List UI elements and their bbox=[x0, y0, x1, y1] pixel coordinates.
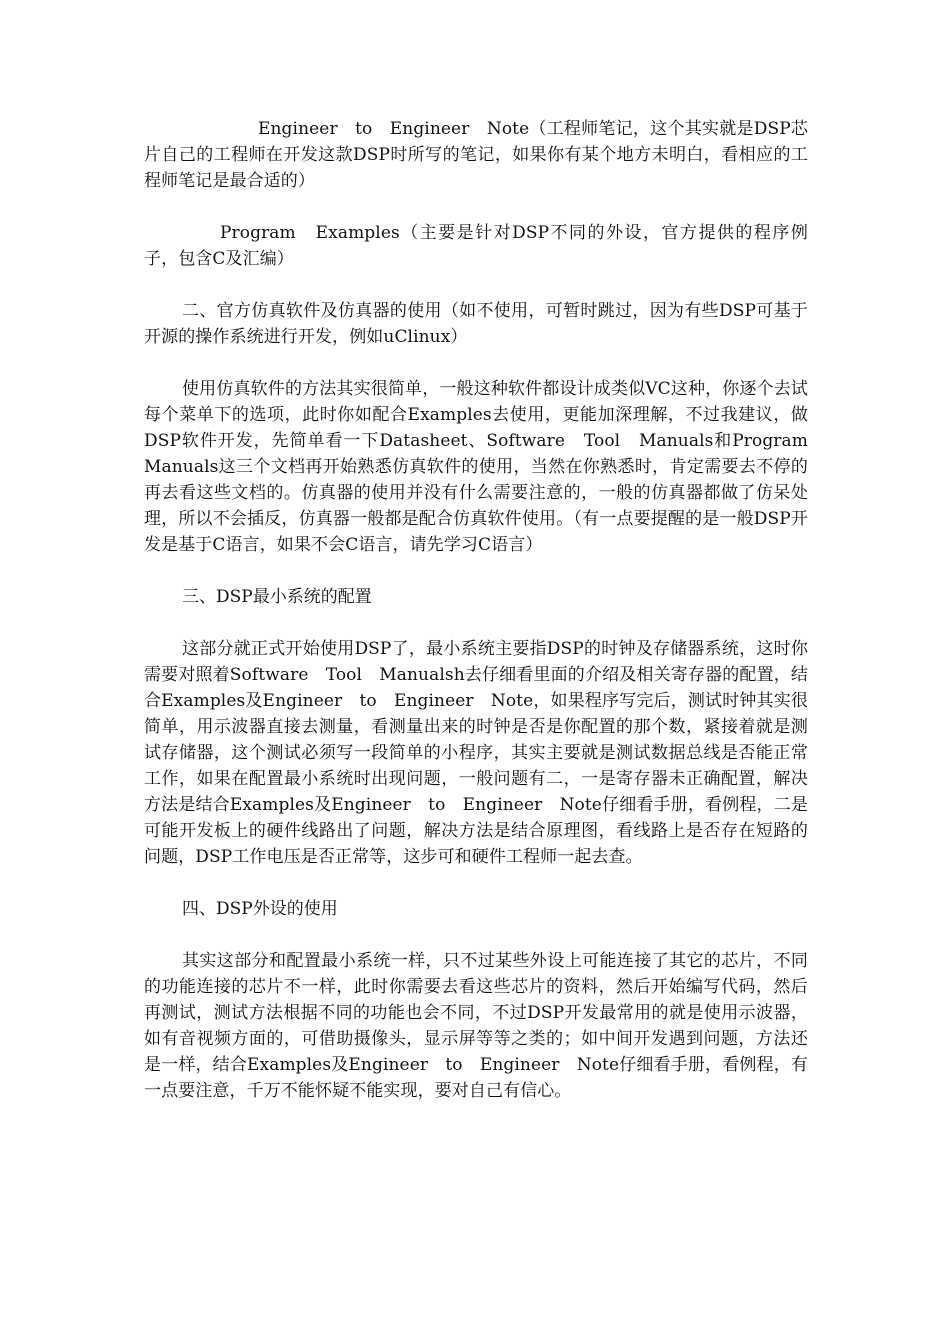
paragraph-peripherals: 其实这部分和配置最小系统一样，只不过某些外设上可能连接了其它的芯片，不同的功能连接的芯片不一样，此时你需要去看这些芯片的资料，然后开始编写代码，然后再测试，测试方法根据不同的功能也会不同，不过DSP开发最常用的就是使用示波器，如有音视频方面的，可借助摄像头，显示屏等等之类的；如中间开发遇到问题，方法还是一样，结合Examples及Engineer to Engineer Note仔细看手册，看例程，有一点要注意，千万不能怀疑不能实现，要对自己有信心。 bbox=[144, 951, 808, 1101]
paragraph-engineer-note: Engineer to Engineer Note（工程师笔记，这个其实就是DSP芯片自己的工程师在开发这款DSP时所写的笔记，如果你有某个地方未明白，看相应的工程师笔记是最合适的） bbox=[144, 119, 808, 191]
paragraph-section-two-intro: 二、官方仿真软件及仿真器的使用（如不使用，可暂时跳过，因为有些DSP可基于开源的操作系统进行开发，例如uClinux） bbox=[144, 301, 808, 347]
paragraph-simulation-software: 使用仿真软件的方法其实很简单，一般这种软件都设计成类似VC这种，你逐个去试每个菜单下的选项，此时你如配合Examples去使用，更能加深理解，不过我建议，做DSP软件开发，先简单看一下Datasheet、Software Tool Manuals和Program Manuals这三个文档再开始熟悉仿真软件的使用，当然在你熟悉时，肯定需要去不停的再去看这些文档的。仿真器的使用并没有什么需要注意的，一般的仿真器都做了仿呆处理，所以不会插反，仿真器一般都是配合仿真软件使用。（有一点要提醒的是一般DSP开发是基于C语言，如果不会C语言，请先学习C语言） bbox=[144, 379, 826, 555]
document-body bbox=[144, 116, 826, 1130]
section-three-heading: 三、DSP最小系统的配置 bbox=[182, 587, 372, 607]
paragraph-program-examples: Program Examples（主要是针对DSP不同的外设，官方提供的程序例子，包含C及汇编） bbox=[144, 223, 808, 269]
section-four-heading: 四、DSP外设的使用 bbox=[182, 899, 338, 919]
paragraph-minimal-system: 这部分就正式开始使用DSP了，最小系统主要指DSP的时钟及存储器系统，这时你需要对照着Software Tool Manualsh去仔细看里面的介绍及相关寄存器的配置，结合Examples及Engineer to Engineer Note，如果程序写完后，测试时钟其实很简单，用示波器直接去测量，看测量出来的时钟是否是你配置的那个数，紧接着就是测试存储器，这个测试必须写一段简单的小程序，其实主要就是测试数据总线是否能正常工作，如果在配置最小系统时出现问题，一般问题有二，一是寄存器未正确配置，解决方法是结合Examples及Engineer to Engineer Note仔细看手册，看例程，二是可能开发板上的硬件线路出了问题，解决方法是结合原理图，看线路上是否存在短路的问题，DSP工作电压是否正常等，这步可和硬件工程师一起去查。 bbox=[144, 639, 808, 867]
